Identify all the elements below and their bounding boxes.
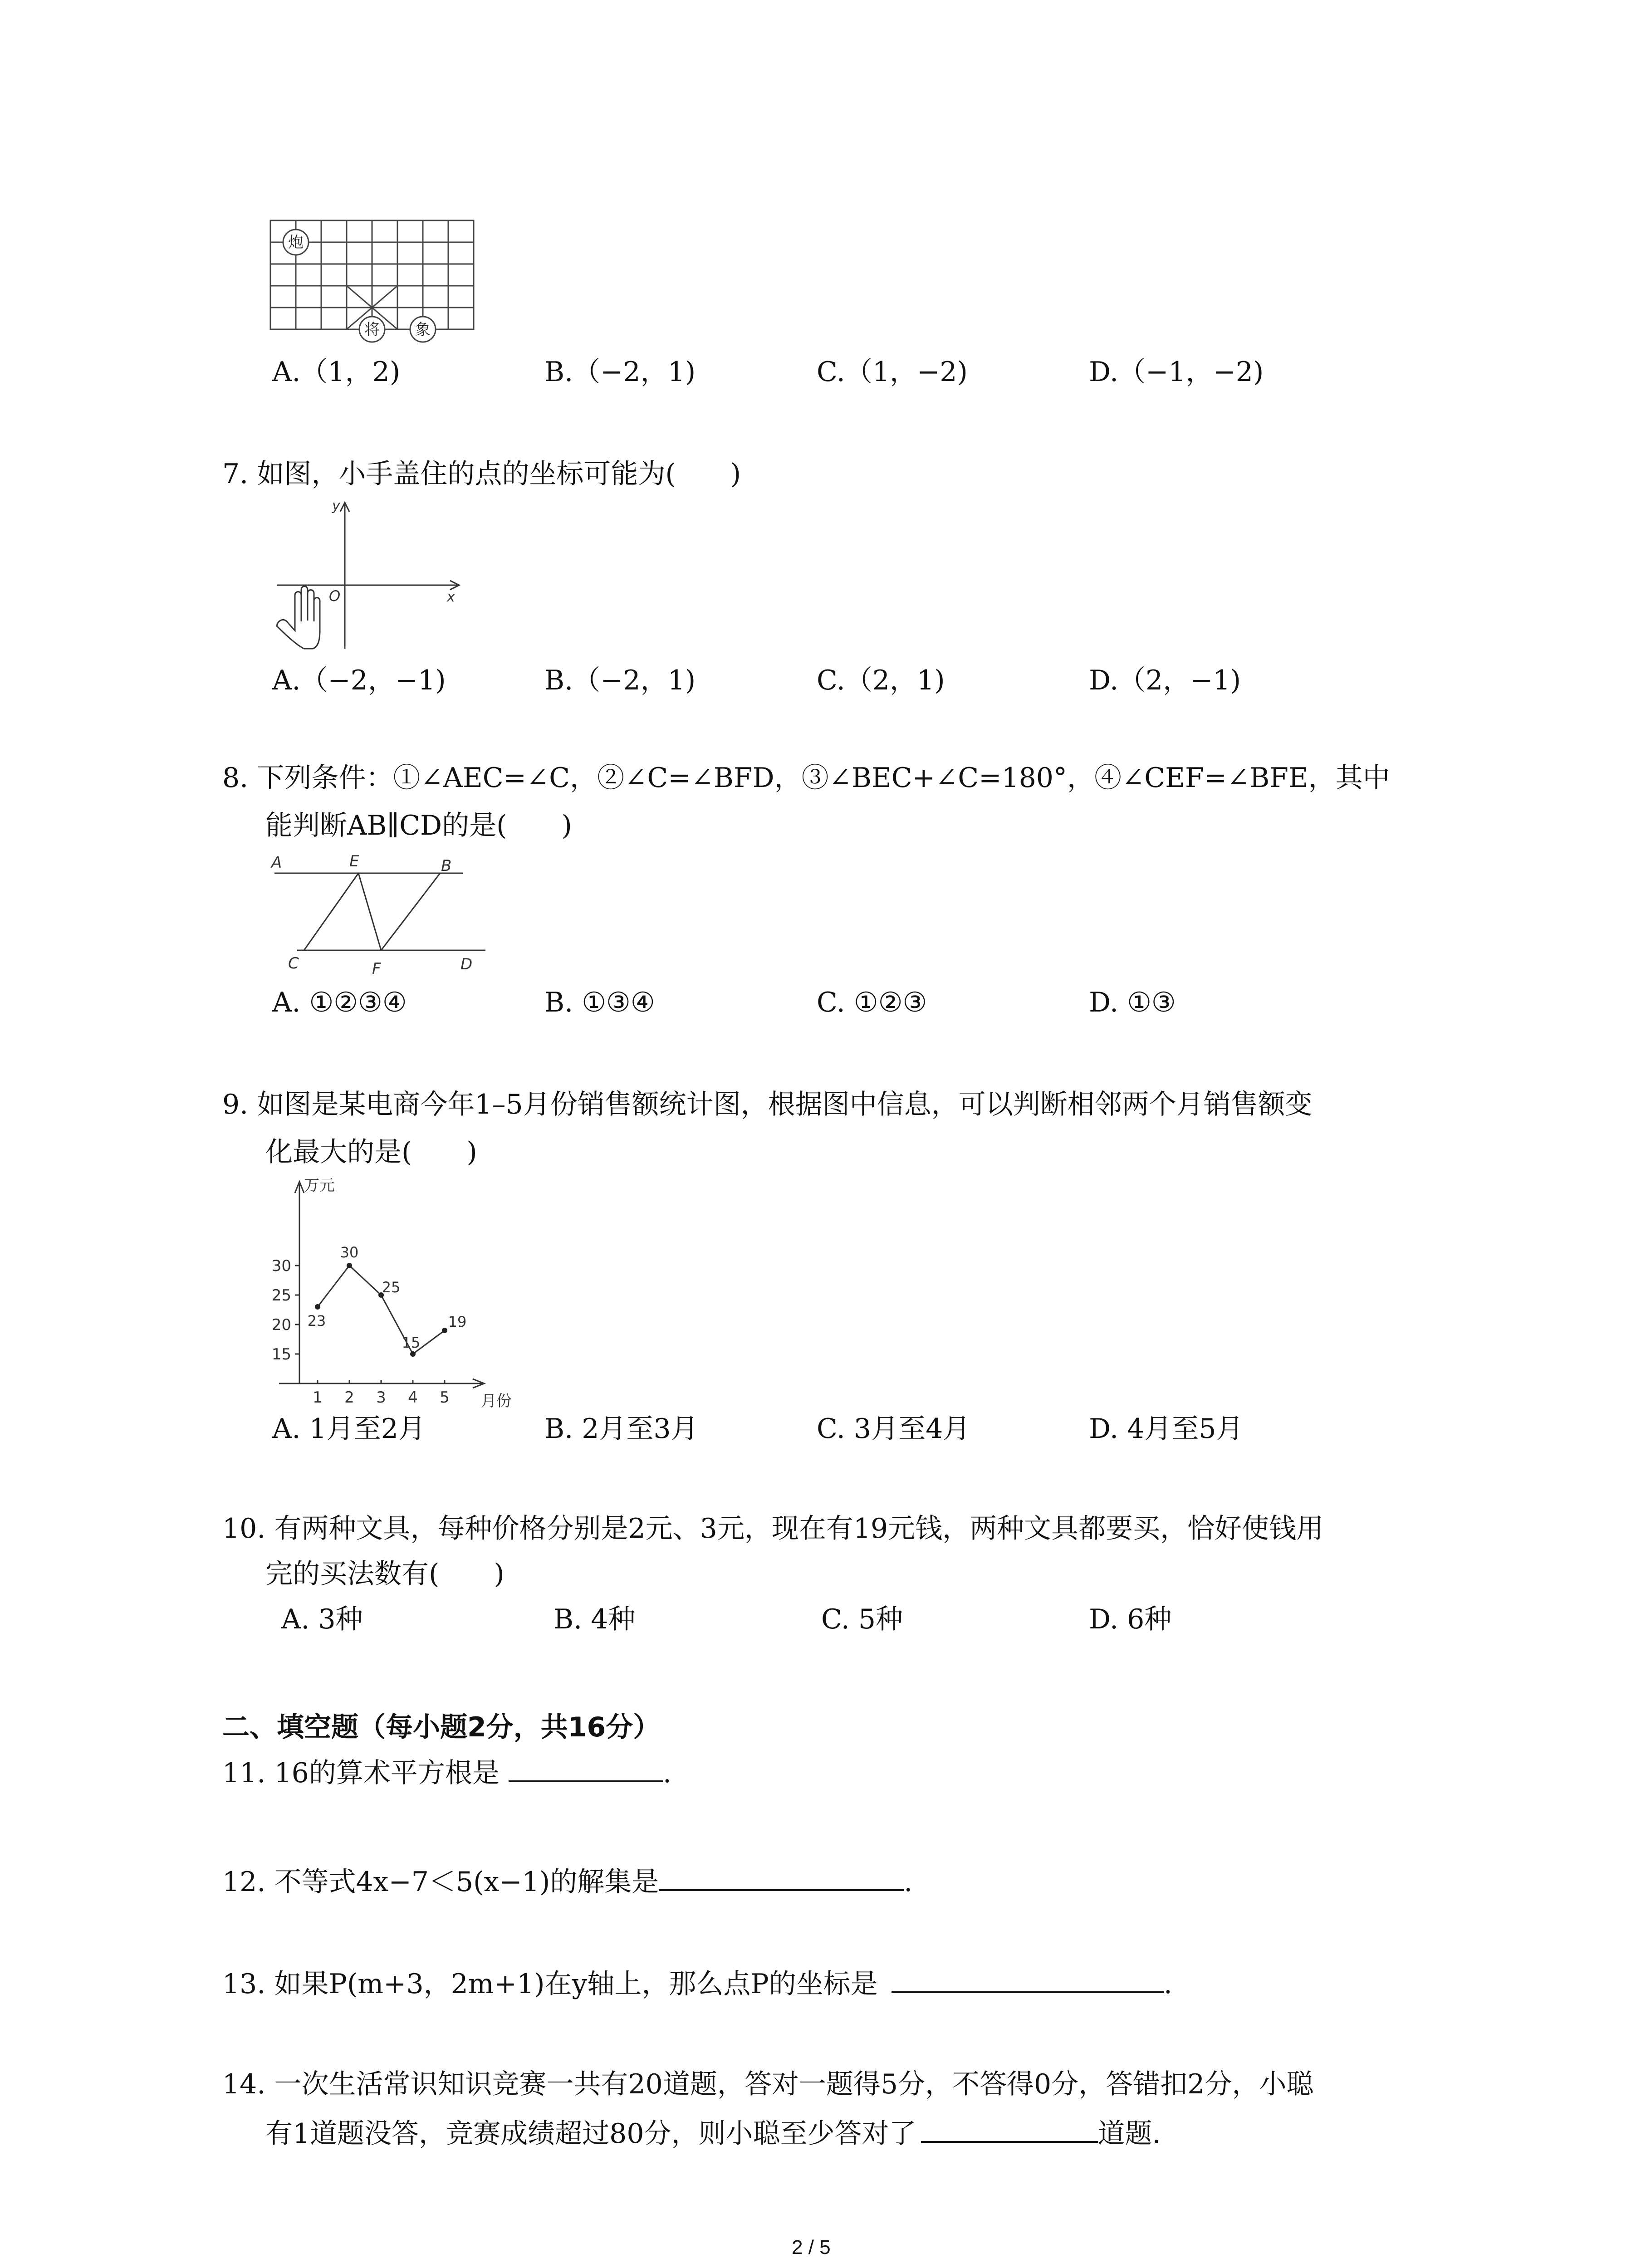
q12-end: . (904, 1866, 913, 1898)
y-tick-label: 25 (271, 1286, 291, 1305)
q11 (222, 1758, 671, 1787)
y-tick-label: 15 (271, 1345, 291, 1364)
q13 (222, 1969, 1172, 1998)
svg-text:将: 将 (364, 321, 380, 339)
y-tick-label: 20 (271, 1316, 291, 1334)
label-d: D (460, 955, 473, 973)
q12-text: 12. 不等式4x−7＜5(x−1)的解集是 (222, 1866, 659, 1898)
q9-option-d[interactable]: D. 4月至5月 (1089, 1413, 1244, 1445)
x-tick-label: 2 (344, 1388, 354, 1407)
data-label: 30 (340, 1244, 359, 1261)
x-axis-label: x (447, 589, 455, 605)
q9-option-a[interactable]: A. 1月至2月 (272, 1413, 426, 1445)
origin-label: O (329, 587, 341, 605)
section-heading-fill-in: 二、填空题（每小题2分，共16分） (222, 1711, 661, 1743)
q10-option-c[interactable]: C. 5种 (821, 1603, 903, 1635)
q14-answer-blank[interactable] (921, 2118, 1098, 2143)
q7-option-c[interactable]: C.（2，1) (817, 665, 945, 696)
q12-answer-blank[interactable] (659, 1867, 904, 1891)
q7-option-a[interactable]: A.（−2，−1) (272, 665, 446, 696)
q8-stem-line1: 8. 下列条件：①∠AEC=∠C，②∠C=∠BFD，③∠BEC+∠C=180°，④∠CEF=∠BFE，其中 (222, 762, 1390, 794)
q8-option-d[interactable]: D. ①③ (1089, 987, 1176, 1018)
q8-option-a[interactable]: A. ①②③④ (272, 987, 407, 1018)
q7-axes-figure (268, 494, 467, 658)
q6-option-d[interactable]: D.（−1，−2) (1089, 356, 1264, 388)
q10-option-b[interactable]: B. 4种 (554, 1603, 636, 1635)
q11-text: 11. 16的算术平方根是 (222, 1757, 500, 1789)
q6-option-c[interactable]: C.（1，−2) (817, 356, 968, 388)
q9-option-b[interactable]: B. 2月至3月 (544, 1413, 698, 1445)
page-number: 2 / 5 (792, 2236, 831, 2258)
x-tick-label: 5 (440, 1388, 450, 1407)
q7-option-d[interactable]: D.（2，−1) (1089, 665, 1241, 696)
hand-icon (277, 587, 320, 649)
xiang-piece (410, 317, 436, 342)
data-label: 15 (402, 1334, 421, 1351)
q14-line2 (265, 2118, 1161, 2150)
label-f: F (372, 960, 381, 978)
data-point (410, 1351, 416, 1357)
svg-text:象: 象 (415, 321, 431, 339)
y-tick-label: 30 (271, 1257, 291, 1275)
sales-series-line (318, 1266, 445, 1354)
q10-option-d[interactable]: D. 6种 (1089, 1603, 1172, 1635)
label-b: B (441, 857, 452, 875)
label-a: A (271, 854, 282, 872)
q7-option-b[interactable]: B.（−2，1) (544, 665, 696, 696)
data-point (347, 1263, 352, 1268)
q13-end: . (1163, 1968, 1172, 2000)
q8-option-c[interactable]: C. ①②③ (817, 987, 927, 1018)
x-tick-label: 4 (408, 1388, 418, 1407)
q14-line1: 14. 一次生活常识知识竞赛一共有20道题，答对一题得5分，不答得0分，答错扣2分，小聪 (222, 2068, 1314, 2100)
q8-parallel-lines-figure (263, 846, 499, 987)
q14-text: 有1道题没答，竞赛成绩超过80分，则小聪至少答对了 (265, 2118, 916, 2150)
q9-option-c[interactable]: C. 3月至4月 (817, 1413, 970, 1445)
data-point (315, 1304, 320, 1310)
q10-stem-line1: 10. 有两种文具，每种价格分别是2元、3元，现在有19元钱，两种文具都要买，恰好使钱用 (222, 1513, 1324, 1545)
q11-end: . (662, 1757, 671, 1789)
chessboard-figure (263, 213, 481, 349)
pao-piece (283, 230, 309, 255)
y-axis-label: y (332, 498, 340, 514)
q13-answer-blank[interactable] (892, 1969, 1164, 1993)
data-point (442, 1328, 447, 1333)
svg-text:炮: 炮 (288, 234, 304, 252)
q9-stem-line1: 9. 如图是某电商今年1–5月份销售额统计图，根据图中信息，可以判断相邻两个月销售额变 (222, 1089, 1313, 1120)
x-axis-unit-label: 月份 (481, 1392, 512, 1410)
data-label: 23 (307, 1312, 326, 1330)
q10-stem-line2: 完的买法数有( ) (265, 1558, 505, 1590)
q8-option-b[interactable]: B. ①③④ (544, 987, 655, 1018)
q14-end: 道题. (1097, 2118, 1161, 2150)
q8-stem-line2: 能判断AB∥CD的是( ) (265, 810, 572, 841)
q13-text: 13. 如果P(m+3，2m+1)在y轴上，那么点P的坐标是 (222, 1968, 878, 2000)
q6-option-a[interactable]: A.（1，2) (272, 356, 401, 388)
x-tick-label: 1 (313, 1388, 323, 1407)
q6-option-b[interactable]: B.（−2，1) (544, 356, 696, 388)
q9-stem-line2: 化最大的是( ) (265, 1136, 477, 1168)
q7-stem: 7. 如图，小手盖住的点的坐标可能为( ) (222, 458, 741, 490)
sales-line-chart (254, 1170, 535, 1411)
data-label: 19 (448, 1313, 467, 1330)
jiang-piece (359, 317, 385, 342)
x-tick-label: 3 (376, 1388, 386, 1407)
q10-option-a[interactable]: A. 3种 (281, 1603, 363, 1635)
label-c: C (288, 954, 299, 973)
data-label: 25 (382, 1279, 401, 1296)
y-axis-unit-label: 万元 (304, 1177, 335, 1195)
q12 (222, 1867, 912, 1896)
q11-answer-blank[interactable] (509, 1758, 663, 1782)
label-e: E (349, 852, 359, 870)
